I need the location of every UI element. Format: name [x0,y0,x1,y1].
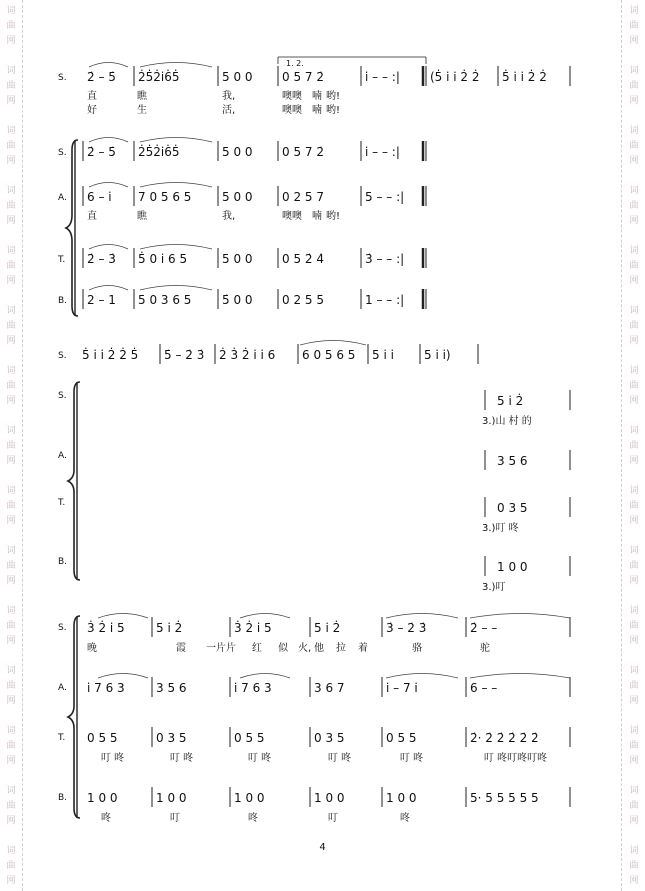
tie [470,674,570,679]
voice-label: B. [58,793,68,803]
watermark-char: 词 [6,726,16,736]
watermark-char: 网 [629,456,639,466]
slur [140,183,212,188]
note-group: 0 5 7 2̇ [282,70,324,84]
watermark-char: 曲 [6,441,16,451]
lyric: 活, [222,105,236,116]
watermark-char: 曲 [6,681,16,691]
voice-label: A. [58,193,67,203]
note-group: 3 5 6 [497,454,528,468]
watermark-char: 曲 [6,21,16,31]
lyric: 叮 咚 [170,753,194,764]
watermark-char: 词 [6,306,16,316]
watermark-char: 网 [629,396,639,406]
lyric: 火, [298,643,312,654]
watermark-char: 网 [629,816,639,826]
note-group: 2̇5̇2̇i̇6̇5̇ [138,145,180,159]
watermark-char: 词 [6,246,16,256]
lyric: 喃 [312,211,322,222]
watermark-char: 网 [629,576,639,586]
lyric: 咚 [400,813,410,824]
watermark-char: 网 [6,456,16,466]
voice-label: S. [58,148,67,158]
lyric: 似 [278,643,288,654]
watermark-char: 网 [629,96,639,106]
lyric: 3.)叮 咚 [482,523,519,534]
watermark-char: 词 [629,126,639,136]
lyric: 生 [137,105,147,116]
tie [386,674,458,679]
note-group: 2̇ – 3̇ [87,252,116,266]
watermark-char: 网 [6,576,16,586]
lyric: 拉 [336,643,346,654]
watermark-char: 曲 [629,621,639,631]
watermark-char: 曲 [6,861,16,871]
lyric: 叮 咚 [400,753,424,764]
watermark-char: 网 [6,216,16,226]
note-group: 5 0 0 [222,190,253,204]
lyric: 瞧 [137,91,147,102]
watermark-char: 网 [629,276,639,286]
lyric: 叮 咚 [101,753,125,764]
watermark-char: 曲 [629,861,639,871]
watermark-char: 曲 [6,501,16,511]
watermark-char: 曲 [629,441,639,451]
watermark-char: 词 [629,186,639,196]
note-group: 5̇ 0 i̇ 6 5 [138,252,188,266]
lyric: 3.)山 村 的 [482,416,532,427]
watermark-char: 词 [6,786,16,796]
lyric: 我, [222,91,236,102]
watermark-char: 词 [629,6,639,16]
watermark-char: 曲 [629,381,639,391]
note-group: 1 0 0 [156,791,187,805]
note-group: i̇ – – :| [365,145,400,159]
watermark-char: 曲 [629,261,639,271]
watermark-char: 词 [629,366,639,376]
lyric: 瞧 [137,211,147,222]
lyric: 哟! [326,105,341,116]
slur [89,183,128,188]
watermark-char: 网 [6,696,16,706]
watermark-char: 网 [629,876,639,886]
slur [89,245,128,250]
watermark-char: 曲 [6,81,16,91]
tie [470,614,570,619]
watermark-char: 网 [6,816,16,826]
slur [89,286,128,291]
note-group: 0 3 5 [156,731,187,745]
note-group: 5̇ i̇ i̇ 2̇ 2̇ [502,70,547,84]
note-group: 1 0 0 [234,791,265,805]
lyric: 噢噢 [282,91,302,102]
note-group: 1 0 0 [386,791,417,805]
choir-brace [68,616,80,818]
lyric: 霞 [176,643,186,654]
note-group: 5 0 3 6 5 [138,293,192,307]
voice-label: T. [58,255,66,265]
voice-label: S. [58,623,67,633]
voice-label: S. [58,351,67,361]
note-group: 0 2 5 7 [282,190,324,204]
watermark-char: 网 [6,516,16,526]
voice-label: A. [58,451,67,461]
note-group: 5 0 0 [222,70,253,84]
note-group: i̇ – – :| [365,70,400,84]
note-group: 0 3 5 [497,501,528,515]
note-group: 1 0 0 [314,791,345,805]
watermark-char: 词 [6,486,16,496]
watermark-char: 词 [6,846,16,856]
note-group: 0 3 5 [314,731,345,745]
watermark-char: 曲 [6,561,16,571]
lyric: 驼 [480,643,490,654]
slur [98,674,148,679]
note-group: 5 i̇ 2̇ [314,621,341,635]
note-group: 5 – – :| [365,190,405,204]
note-group: 5̇ i̇ i̇ 2̇ 2̇ 5̇ [82,348,139,362]
watermark-char: 网 [6,636,16,646]
lyric: 着 [358,643,368,654]
slur [89,138,128,143]
watermark-char: 曲 [629,501,639,511]
watermark-char: 曲 [629,741,639,751]
lyric: 叮 [328,813,338,824]
watermark-char: 词 [629,426,639,436]
watermark-char: 词 [6,366,16,376]
note-group: 2̇ – 5̇ [87,70,116,84]
lyric: 他 [314,643,324,654]
note-group: 6 – i̇ [87,190,112,204]
note-group: 1 – – :| [365,293,405,307]
note-group: 3̇ 2̇ i̇ 5 [234,621,272,635]
slur [140,286,212,291]
tie [386,614,458,619]
lyric: 一片片 [206,643,236,654]
lyric: 骆 [412,643,422,654]
watermark-char: 词 [6,666,16,676]
slur [98,614,148,619]
note-group: 3̇ 2̇ i̇ 5 [87,621,125,635]
voice-label: S. [58,73,67,83]
watermark-char: 词 [629,246,639,256]
note-group: 0 5 7 2̇ [282,145,324,159]
watermark-char: 曲 [6,141,16,151]
note-group: 5 0 0 [222,145,253,159]
note-group: 5̇ – 2̇ 3̇ [164,348,205,362]
note-group: 5 i̇ i̇ [372,348,394,362]
lyric: 哟! [326,91,341,102]
note-group: 5· 5 5 5 5 5 [470,791,539,805]
watermark-char: 词 [629,546,639,556]
note-group: 3̇ – – :| [365,252,405,266]
slur [240,614,290,619]
watermark-char: 网 [629,516,639,526]
watermark-char: 词 [629,666,639,676]
note-group: i̇ – 7 i̇ [386,681,418,695]
note-group: 5 i̇ i̇) [424,348,451,362]
note-group: 2̇ – – [470,621,498,635]
lyric: 直 [87,211,97,222]
lyric: 喃 [312,91,322,102]
lyric: 噢噢 [282,211,302,222]
watermark-char: 网 [629,216,639,226]
voice-label: B. [58,557,68,567]
watermark-char: 词 [629,846,639,856]
lyric: 喃 [312,105,322,116]
note-group: 3̇ – 2̇ 3̇ [386,621,427,635]
watermark-char: 网 [6,396,16,406]
slur [300,341,366,346]
note-group: 6 0 5 6 5 [302,348,356,362]
note-group: 3 6 7 [314,681,345,695]
page-number: 4 [319,842,326,853]
watermark-char: 曲 [6,801,16,811]
note-group: 6 – – [470,681,498,695]
watermark-char: 网 [629,336,639,346]
watermark-char: 词 [629,606,639,616]
choir-brace [66,140,78,316]
voice-label: A. [58,683,67,693]
note-group: 2̇ – 5̇ [87,145,116,159]
note-group: 2 – 1 [87,293,116,307]
voice-label: S. [58,391,67,401]
watermark-char: 词 [629,66,639,76]
watermark-char: 网 [6,336,16,346]
watermark-char: 网 [629,156,639,166]
watermark-char: 网 [6,756,16,766]
note-group: 0 5 5 [234,731,265,745]
note-group: 3 5 6 [156,681,187,695]
lyric: 叮 咚 [248,753,272,764]
watermark-char: 曲 [629,321,639,331]
watermark-char: 曲 [629,81,639,91]
lyric: 直 [87,91,97,102]
voice-label: T. [58,498,66,508]
watermark-char: 曲 [6,201,16,211]
watermark-char: 网 [6,876,16,886]
watermark-char: 词 [629,306,639,316]
watermark-char: 词 [6,606,16,616]
watermark-char: 词 [629,726,639,736]
watermark-char: 词 [6,126,16,136]
lyric: 好 [87,105,97,116]
lyric: 咚 [248,813,258,824]
note-group: 0 5 5 [386,731,417,745]
note-group: 5 i̇ 2̇ [156,621,183,635]
watermark-char: 词 [6,6,16,16]
watermark-char: 词 [6,186,16,196]
watermark-char: 曲 [6,621,16,631]
note-group: 2̇ 3̇ 2̇ i̇ i̇ 6 [219,348,276,362]
watermark-char: 曲 [629,141,639,151]
watermark-char: 曲 [629,561,639,571]
note-group: i̇ 7 6 3 [87,681,125,695]
lyric: 哟! [326,211,341,222]
choir-brace [68,382,80,580]
note-group: 1 0 0 [497,560,528,574]
watermark-char: 网 [629,696,639,706]
note-group: 5 i̇ 2̇ [497,394,524,408]
watermark-char: 曲 [629,21,639,31]
lyric: 3.)叮 [482,582,506,593]
note-group: 2̇· 2̇ 2̇ 2̇ 2̇ 2̇ [470,731,539,745]
watermark-char: 网 [629,36,639,46]
slur [140,138,212,143]
lyric: 咚 [101,813,111,824]
watermark-char: 网 [6,276,16,286]
watermark-char: 词 [6,546,16,556]
watermark-char: 网 [629,636,639,646]
watermark-char: 网 [6,96,16,106]
lyric: 叮 咚 [328,753,352,764]
watermark-char: 网 [629,756,639,766]
watermark-char: 网 [6,36,16,46]
note-group: 2̇5̇2̇i̇6̇5̇ [138,70,180,84]
note-group: 0 5 2̇ 4̇ [282,252,324,266]
watermark-char: 曲 [6,381,16,391]
watermark-char: 曲 [6,321,16,331]
watermark-char: 词 [629,786,639,796]
slur [89,63,128,68]
note-group: 5̇ 0 0 [222,293,253,307]
note-group: i̇ 7 6 3 [234,681,272,695]
lyric: 叮 [170,813,180,824]
watermark-char: 曲 [6,741,16,751]
slur [240,674,290,679]
note-group: 1 0 0 [87,791,118,805]
lyric: 叮 咚叮咚叮咚 [484,753,548,764]
watermark-char: 曲 [629,801,639,811]
watermark-char: 曲 [6,261,16,271]
note-group: 0 2 5 5 [282,293,324,307]
note-group: 0 5 5 [87,731,118,745]
voice-label: T. [58,733,66,743]
lyric: 噢噢 [282,105,302,116]
watermark-char: 曲 [629,201,639,211]
watermark-char: 词 [6,426,16,436]
slur [140,245,212,250]
voice-label: B. [58,296,68,306]
slur [140,63,212,68]
lyric: 红 [252,643,262,654]
volta-label: 1. 2. [286,59,304,68]
watermark-char: 词 [6,66,16,76]
watermark-char: 词 [629,486,639,496]
watermark-char: 曲 [629,681,639,691]
note-group: 7 0 5 6 5 [138,190,192,204]
lyric: 晚 [87,643,97,654]
lyric: 我, [222,211,236,222]
note-group: 5 0 0 [222,252,253,266]
note-group: (5̇ i̇ i̇ 2̇ 2̇ [430,70,480,84]
watermark-char: 网 [6,156,16,166]
